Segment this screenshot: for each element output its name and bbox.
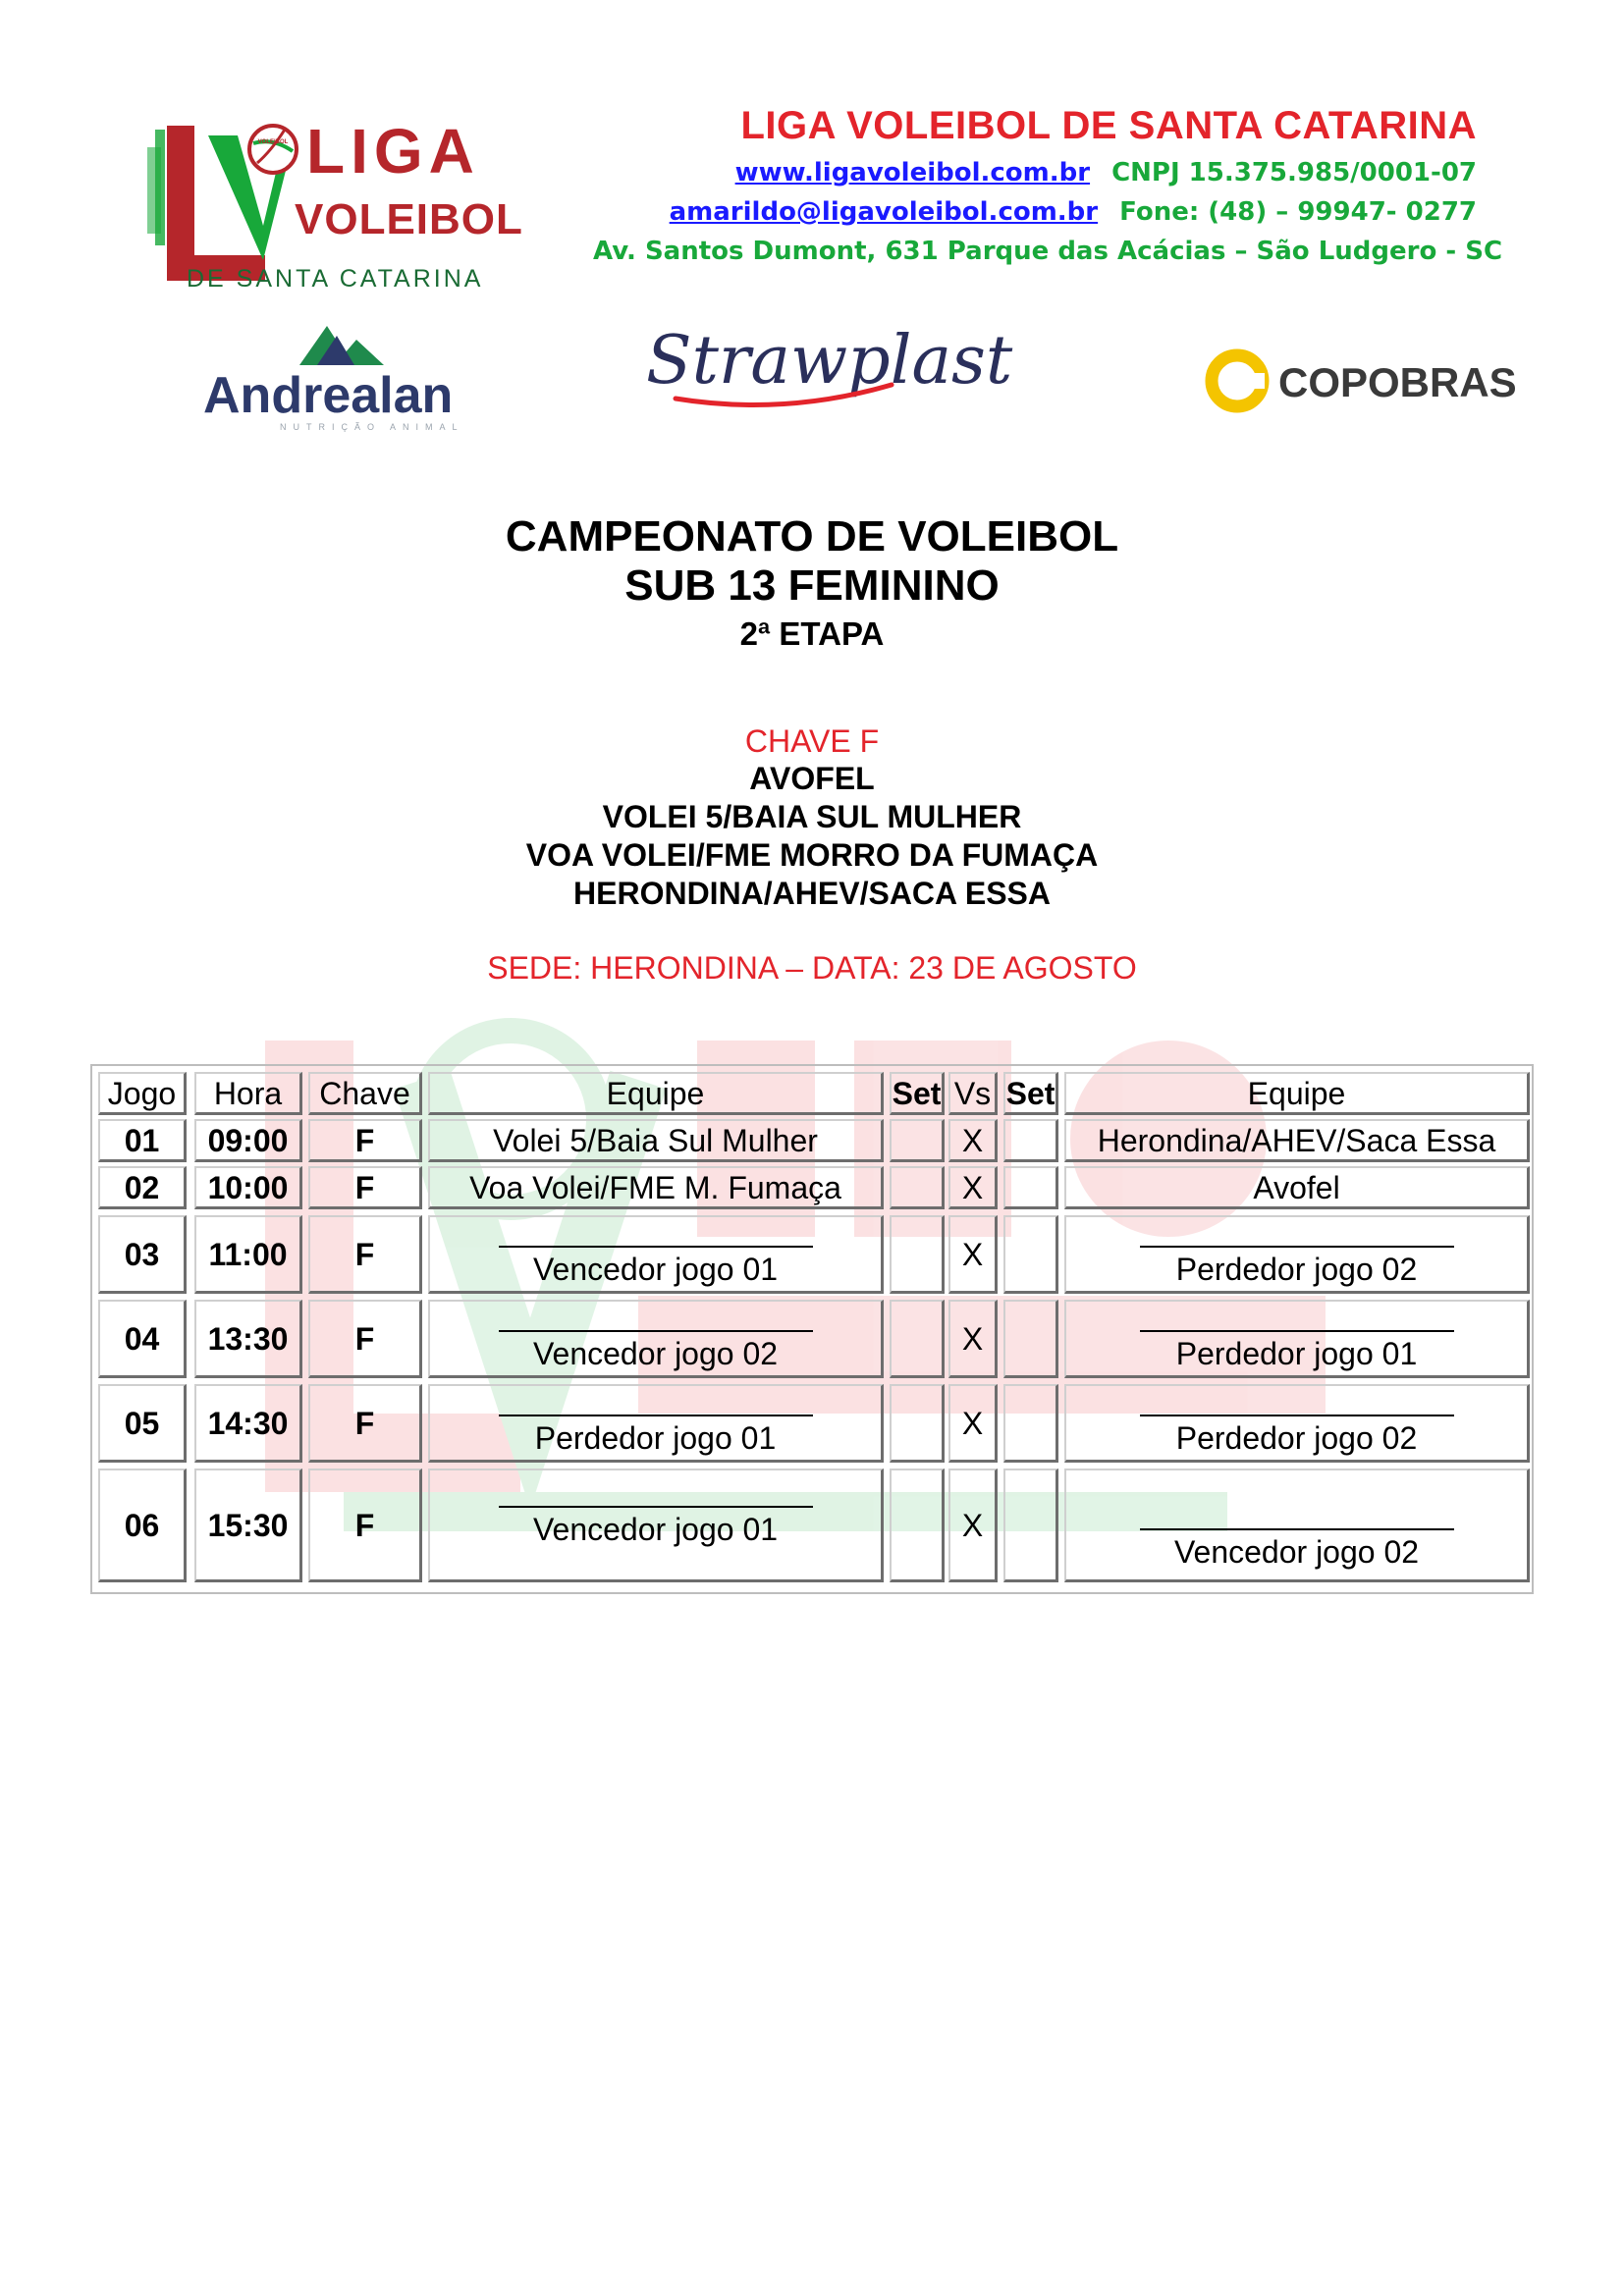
table-cell-hora: 11:00 [194,1215,302,1294]
andrealan-tagline: NUTRIÇÃO ANIMAL [280,422,464,432]
group-team: VOA VOLEI/FME MORRO DA FUMAÇA [525,837,1099,873]
group-team: HERONDINA/AHEV/SACA ESSA [573,876,1051,911]
table-cell-jogo: 04 [98,1300,187,1378]
andrealan-name: Andrealan [203,367,454,424]
team-placeholder-label: Perdedor jogo 01 [534,1420,777,1456]
header-chave: Chave [308,1072,422,1115]
table-cell-jogo: 06 [98,1468,187,1582]
placeholder-line [1140,1246,1454,1248]
table-cell-set-away[interactable] [1003,1384,1058,1463]
volleyball-icon [249,126,297,173]
table-cell-vs: X [948,1215,998,1294]
table-cell-team-home [428,1300,884,1378]
table-cell-team-home [428,1215,884,1294]
table-cell-vs: X [948,1119,998,1162]
team-placeholder-label: Perdedor jogo 02 [1175,1252,1418,1287]
table-cell-team-away: Herondina/AHEV/Saca Essa [1064,1119,1530,1162]
placeholder-line [1140,1528,1454,1530]
placeholder-line [499,1506,813,1508]
table-cell-jogo: 02 [98,1166,187,1209]
table-cell-team-home: Voa Volei/FME M. Fumaça [428,1166,884,1209]
table-cell-team-away [1064,1384,1530,1463]
table-cell-chave: F [308,1215,422,1294]
team-placeholder-label: Vencedor jogo 01 [532,1252,779,1287]
header-set-away: Set [1003,1072,1058,1115]
table-cell-chave: F [308,1468,422,1582]
website-link[interactable]: www.ligavoleibol.com.br [734,158,1091,187]
team-placeholder-label: Vencedor jogo 02 [532,1336,779,1371]
table-cell-set-home[interactable] [890,1119,945,1162]
table-cell-vs: X [948,1166,998,1209]
table-cell-set-away[interactable] [1003,1215,1058,1294]
group-team: AVOFEL [749,761,875,796]
email-phone-line [593,192,1477,232]
table-cell-set-home[interactable] [890,1215,945,1294]
website-cnpj-line [593,153,1477,192]
table-cell-team-home: Volei 5/Baia Sul Mulher [428,1119,884,1162]
group-label: CHAVE F [744,723,880,759]
table-cell-set-away[interactable] [1003,1468,1058,1582]
table-cell-set-away[interactable] [1003,1119,1058,1162]
team-placeholder-label: Perdedor jogo 01 [1175,1336,1418,1371]
organization-title: LIGA VOLEIBOL DE SANTA CATARINA [740,104,1477,147]
table-cell-set-home[interactable] [890,1166,945,1209]
andrealan-logo [201,314,486,432]
table-cell-vs: X [948,1468,998,1582]
table-cell-team-away [1064,1468,1530,1582]
table-cell-jogo: 05 [98,1384,187,1463]
table-cell-hora: 10:00 [194,1166,302,1209]
table-cell-set-home[interactable] [890,1468,945,1582]
event-stage: 2ª ETAPA [739,615,885,652]
table-cell-vs: X [948,1300,998,1378]
group-block [0,722,1624,913]
team-placeholder-label: Vencedor jogo 02 [1173,1534,1420,1570]
group-team: VOLEI 5/BAIA SUL MULHER [602,799,1022,834]
strawplast-name: Strawplast [646,322,1013,400]
logo-word-liga: LIGA [306,116,480,187]
placeholder-line [499,1246,813,1248]
team-placeholder-label: Perdedor jogo 02 [1175,1420,1418,1456]
header-vs: Vs [948,1072,998,1115]
table-cell-hora: 15:30 [194,1468,302,1582]
address-text: Av. Santos Dumont, 631 Parque das Acácias – São Ludgero - SC [593,237,1503,266]
placeholder-line [1140,1330,1454,1332]
table-cell-team-home [428,1468,884,1582]
venue-date: SEDE: HERONDINA – DATA: 23 DE AGOSTO [487,950,1137,986]
copobras-ring-icon [1212,355,1265,406]
email-link[interactable]: amarildo@ligavoleibol.com.br [669,197,1099,227]
table-cell-set-home[interactable] [890,1384,945,1463]
table-cell-jogo: 01 [98,1119,187,1162]
copobras-name: COPOBRAS [1278,359,1517,405]
table-cell-chave: F [308,1166,422,1209]
phone-text: Fone: (48) – 99947- 0277 [1119,197,1477,227]
table-cell-chave: F [308,1119,422,1162]
table-cell-set-away[interactable] [1003,1300,1058,1378]
table-cell-team-away: Avofel [1064,1166,1530,1209]
games-table [90,1064,1534,1594]
table-cell-vs: X [948,1384,998,1463]
cnpj-text: CNPJ 15.375.985/0001-07 [1111,158,1477,187]
event-title: CAMPEONATO DE VOLEIBOL [505,512,1119,561]
placeholder-line [499,1415,813,1416]
logo-ball-text: VOLEIBOL [257,139,289,145]
table-cell-team-away [1064,1215,1530,1294]
copobras-logo [1206,344,1517,418]
table-cell-set-away[interactable] [1003,1166,1058,1209]
table-cell-jogo: 03 [98,1215,187,1294]
strawplast-logo [636,314,1049,422]
header-equipe-home: Equipe [428,1072,884,1115]
liga-voleibol-logo [147,108,540,294]
team-placeholder-label: Vencedor jogo 01 [532,1511,779,1547]
logo-word-voleibol: VOLEIBOL [295,195,523,243]
header-jogo: Jogo [98,1072,187,1115]
organization-info [593,98,1503,271]
logo-word-santa-catarina: DE SANTA CATARINA [187,265,484,293]
table-cell-chave: F [308,1300,422,1378]
table-cell-chave: F [308,1384,422,1463]
event-title-block [0,512,1624,658]
table-cell-hora: 13:30 [194,1300,302,1378]
header-equipe-away: Equipe [1064,1072,1530,1115]
table-cell-team-home [428,1384,884,1463]
table-cell-team-away [1064,1300,1530,1378]
header-set-home: Set [890,1072,945,1115]
table-cell-hora: 14:30 [194,1384,302,1463]
mountain-icon [299,326,384,365]
event-category: SUB 13 FEMININO [624,561,1000,610]
table-cell-set-home[interactable] [890,1300,945,1378]
placeholder-line [499,1330,813,1332]
placeholder-line [1140,1415,1454,1416]
table-cell-hora: 09:00 [194,1119,302,1162]
header-hora: Hora [194,1072,302,1115]
